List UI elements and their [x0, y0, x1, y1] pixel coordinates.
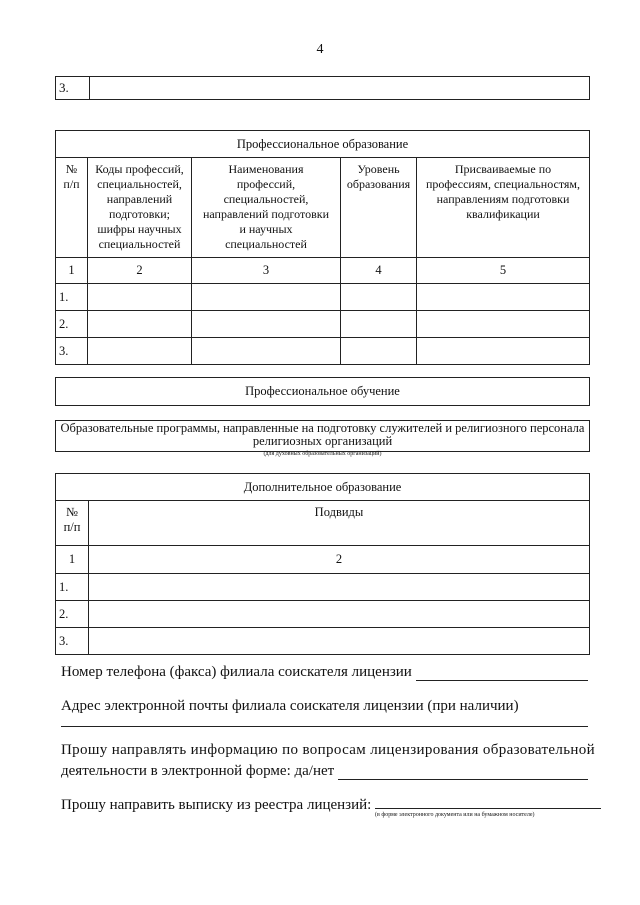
table-cell[interactable] — [192, 284, 341, 311]
table-row — [56, 574, 590, 601]
header-subtypes: Подвиды — [89, 501, 590, 546]
table-cell[interactable] — [417, 311, 590, 338]
header-qualifications: Присваиваемые по профессиям, специальностям, направлениям подготовки квалификации — [417, 158, 590, 258]
column-number: 3 — [192, 258, 341, 284]
column-number: 4 — [341, 258, 417, 284]
table-title: Дополнительное образование — [56, 474, 590, 501]
row-index: 3. — [56, 628, 89, 655]
phone-label: Номер телефона (факса) филиала соискателя лицензии — [61, 664, 412, 680]
page-number: 4 — [316, 42, 324, 57]
table-cell[interactable] — [192, 311, 341, 338]
table-cell[interactable] — [89, 601, 590, 628]
header-names: Наименования профессий, специальностей, направлений подготовки и научных специальностей — [192, 158, 341, 258]
table-cell[interactable] — [88, 338, 192, 365]
religious-programs-note: (для духовных образовательных организаций) — [263, 451, 382, 457]
row-index: 3. — [56, 338, 88, 365]
electronic-info-field[interactable] — [338, 779, 588, 780]
table-cell[interactable] — [341, 338, 417, 365]
electronic-info-label-line1: Прошу направлять информацию по вопросам лицензирования образовательной — [61, 742, 596, 758]
professional-training-box: Профессиональное обучение — [55, 377, 590, 406]
table-cell[interactable] — [89, 574, 590, 601]
column-number: 5 — [417, 258, 590, 284]
table-cell[interactable] — [88, 284, 192, 311]
row-index: 1. — [56, 574, 89, 601]
column-number: 1 — [56, 258, 88, 284]
table-cell[interactable] — [88, 311, 192, 338]
table-cell[interactable] — [341, 311, 417, 338]
table-cell[interactable] — [89, 628, 590, 655]
column-number: 1 — [56, 546, 89, 574]
additional-education-table — [55, 473, 590, 655]
header-codes: Коды профессий, специальностей, направлений подготовки; шифры научных специальностей — [88, 158, 192, 258]
row-index: 1. — [56, 284, 88, 311]
table-cell[interactable] — [341, 284, 417, 311]
table-cell[interactable] — [417, 284, 590, 311]
header-number: № п/п — [56, 501, 89, 546]
table-cell[interactable] — [192, 338, 341, 365]
extract-label: Прошу направить выписку из реестра лицензий: — [61, 797, 372, 813]
row-index: 2. — [56, 601, 89, 628]
table-row — [56, 284, 590, 311]
row-index: 2. — [56, 311, 88, 338]
table-cell[interactable] — [90, 77, 590, 100]
phone-field[interactable] — [416, 680, 588, 681]
header-level: Уровень образования — [341, 158, 417, 258]
religious-programs-box: Образовательные программы, направленные на подготовку служителей и религиозного персонала религиозных организаций — [55, 420, 590, 452]
electronic-info-label-line2: деятельности в электронной форме: да/нет — [61, 763, 335, 779]
professional-education-table — [55, 130, 590, 365]
continuation-table — [55, 76, 590, 100]
header-number: № п/п — [56, 158, 88, 258]
table-title: Профессиональное образование — [56, 131, 590, 158]
row-index: 3. — [56, 77, 90, 100]
email-field[interactable] — [61, 726, 588, 727]
column-number: 2 — [89, 546, 590, 574]
table-row — [56, 311, 590, 338]
table-row — [56, 628, 590, 655]
column-number: 2 — [88, 258, 192, 284]
table-cell[interactable] — [417, 338, 590, 365]
table-row — [56, 338, 590, 365]
extract-note: (в форме электронного документа или на бумажном носителе) — [375, 812, 535, 818]
email-label: Адрес электронной почты филиала соискателя лицензии (при наличии) — [61, 698, 519, 714]
table-row — [56, 601, 590, 628]
extract-field[interactable] — [375, 808, 601, 809]
